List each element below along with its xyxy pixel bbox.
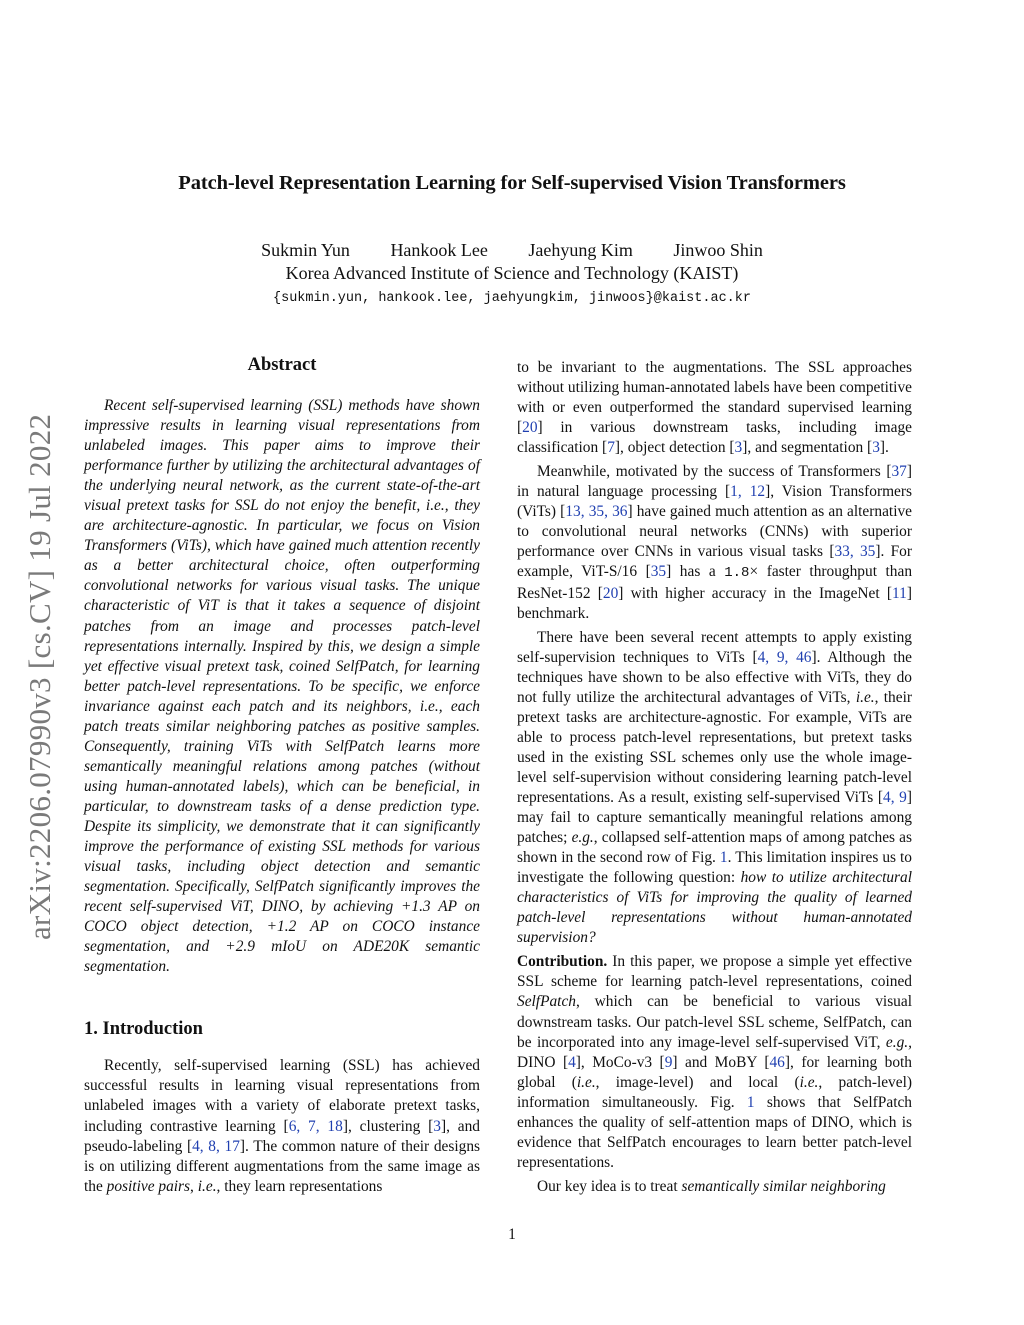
citation-link[interactable]: 6, 7, 18: [288, 1117, 343, 1135]
text-run: ] benchmark.: [517, 584, 912, 622]
emphasis: e.g.: [571, 829, 594, 847]
text-run: ], and pseudo-labeling [: [84, 1117, 481, 1155]
intro-paragraph-1-continued: [517, 358, 912, 458]
emphasis: i.e.: [799, 1073, 819, 1091]
left-column: [84, 355, 480, 1197]
citation-link[interactable]: 7: [607, 439, 615, 457]
emphasis: semantically similar neighboring: [681, 1177, 886, 1195]
text-run: ].: [879, 439, 889, 457]
citation-link[interactable]: 46: [769, 1053, 785, 1071]
text-run: , patch-level) information simultaneously. Fig.: [517, 1073, 912, 1111]
text-run: ,: [190, 1177, 198, 1195]
author-name: Hankook Lee: [390, 240, 488, 260]
citation-link[interactable]: 1, 12: [730, 483, 766, 501]
right-column: [517, 358, 912, 1197]
text-run: Our key idea is to treat: [537, 1177, 682, 1195]
citation-link[interactable]: 4: [568, 1053, 576, 1071]
run-in-heading: Contribution.: [517, 953, 608, 971]
text-run: ], Vision Transformers (ViTs) [: [517, 483, 912, 521]
text-run: ] with higher accuracy in the ImageNet [: [618, 584, 893, 602]
citation-link[interactable]: 20: [602, 584, 619, 602]
citation-link[interactable]: 9: [664, 1053, 673, 1071]
abstract-heading: Abstract: [247, 355, 317, 375]
text-run: , which can be beneficial to various visual downstream tasks. Our patch-level SSL scheme, SelfPatch, can be incorporated into any image-level self-supervised ViT,: [517, 993, 912, 1051]
citation-link[interactable]: 35: [650, 563, 667, 581]
citation-link[interactable]: 13, 35, 36: [565, 503, 628, 521]
text-run: ] has a: [666, 563, 725, 581]
author-emails[interactable]: {sukmin.yun, hankook.lee, jaehyungkim, jinwoos}@kaist.ac.kr: [273, 291, 751, 306]
citation-link[interactable]: 4, 9, 46: [757, 648, 812, 666]
text-run: ]. Although the techniques have shown to be also effective with ViTs, they do not fully utilize the architectural advantages of ViTs,: [517, 648, 912, 706]
text-run: Meanwhile, motivated by the success of Transformers [: [537, 463, 892, 481]
affiliation: Korea Advanced Institute of Science and Technology (KAIST): [285, 263, 739, 283]
emphasis: how to utilize architectural characteristics of ViTs for improving the quality of learned patch-level representations without human-annotated supervision?: [517, 869, 912, 947]
citation-link[interactable]: 37: [891, 463, 907, 481]
intro-paragraph-contribution: [517, 952, 912, 1173]
text-run: ] in natural language processing [: [517, 463, 912, 501]
text-run: shows that SelfPatch enhances the quality of self-attention maps of DINO, which is evidence that SelfPatch encourages to learn better patch-level representations.: [517, 1093, 913, 1171]
section-heading-introduction: 1. Introduction: [84, 1019, 203, 1040]
intro-paragraph-2: [517, 462, 912, 623]
arxiv-identifier[interactable]: arXiv:2206.07990v3 [cs.CV] 19 Jul 2022: [22, 413, 57, 940]
text-run: ], and segmentation [: [742, 439, 873, 457]
abstract-text: Recent self-supervised learning (SSL) methods have shown impressive results in learning visual representations from unlabeled images. This paper aims to improve their performance further by utilizing the architectural advantages of the underlying neural network, as the current state-of-the-art visual pretext tasks for SSL do not enjoy the benefit, i.e., they are architecture-agnostic. In particular, we focus on Vision Transformers (ViTs), which have gained much attention recently as a better architectural choice, often outperforming convolutional networks for various visual tasks. The unique characteristic of ViT is that it takes a sequence of disjoint patches from an image and processes patch-level representations internally. Inspired by this, we design a simple yet effective visual pretext task, coined SelfPatch, for learning better patch-level representations. To be specific, we enforce invariance against each patch and its neighbors, i.e., each patch treats similar neighboring patches as positive samples. Consequently, training ViTs with SelfPatch learns more semantically meaningful relations among patches (without using human-annotated labels), which can be beneficial, in particular, to downstream tasks of a dense prediction type. Despite its simplicity, we demonstrate that it can significantly improve the performance of existing SSL methods for various visual tasks, including object detection and semantic segmentation. Specifically, SelfPatch significantly improves the recent self-supervised ViT, DINO, by achieving +1.3 AP on COCO object detection, +1.2 AP on COCO instance segmentation, and +2.9 mIoU on ADE20K semantic segmentation.: [84, 397, 480, 976]
text-run: ], for learning both global (: [517, 1053, 912, 1091]
intro-paragraph-1: [84, 1056, 480, 1196]
emphasis: i.e.: [855, 688, 875, 706]
emphasis: SelfPatch: [517, 993, 576, 1011]
emphasis: i.e.: [197, 1177, 217, 1195]
citation-link[interactable]: 11: [892, 584, 907, 602]
text-run: ]. For example, ViT-S/16 [: [517, 543, 912, 581]
text-run: ] have gained much attention as an alternative to convolutional neural networks (CNNs) with superior performance over CNNs in various visual tasks [: [517, 503, 912, 561]
citation-link[interactable]: 20: [522, 419, 538, 437]
intro-paragraph-5: [517, 1177, 912, 1197]
figure-link[interactable]: 1: [746, 1093, 755, 1111]
text-run: . This limitation inspires us to investigate the following question:: [517, 849, 912, 887]
emphasis: i.e.: [576, 1073, 596, 1091]
text-run: ] may fail to capture semantically meaningful relations among patches;: [517, 788, 912, 847]
text-run: Recently, self-supervised learning (SSL) has achieved successful results in learning visual representations from unlabeled images with a variety of elaborate pretext tasks, including contrastive learning [: [84, 1057, 480, 1135]
citation-link[interactable]: 3: [872, 439, 880, 457]
text-run: × faster throughput than ResNet-152 [: [517, 563, 913, 602]
text-run: , collapsed self-attention maps of among patches as shown in the second row of Fig.: [517, 829, 912, 867]
text-run: DINO [: [517, 1053, 569, 1071]
author-name: Sukmin Yun: [261, 240, 350, 260]
citation-link[interactable]: 3: [433, 1117, 441, 1135]
text-run: ], object detection [: [614, 439, 735, 457]
emphasis: positive pairs: [106, 1177, 191, 1195]
text-run: , they learn representations: [216, 1177, 383, 1195]
citation-link[interactable]: 4, 8, 17: [192, 1137, 240, 1155]
emphasis: e.g.,: [885, 1033, 912, 1051]
text-run: ] and MoBY [: [672, 1053, 770, 1071]
figure-link[interactable]: 1: [719, 849, 728, 867]
citation-link[interactable]: 33, 35: [834, 543, 876, 561]
citation-link[interactable]: 3: [734, 439, 743, 457]
text-run: In this paper, we propose a simple yet effective SSL scheme for learning patch-level representations, coined: [517, 953, 912, 991]
page-number: 1: [508, 1226, 516, 1243]
author-list: [0, 240, 1024, 261]
text-run: ], clustering [: [342, 1117, 434, 1135]
text-run: There have been several recent attempts to apply existing self-supervision techniques to ViTs [: [517, 628, 912, 666]
paper-title: Patch-level Representation Learning for Self-supervised Vision Transformers: [178, 172, 846, 194]
citation-link[interactable]: 4, 9: [883, 788, 907, 806]
text-run: , image-level) and local (: [595, 1073, 800, 1091]
text-run: ], MoCo-v3 [: [575, 1053, 665, 1071]
text-run: ] in various downstream tasks, including image classification [: [517, 419, 912, 457]
math-value: 1.8: [724, 565, 750, 582]
text-run: , their pretext tasks are architecture-agnostic. For example, ViTs are able to process patch-level representations, but pretext tasks used in the existing SSL schemes only use the whole image-level self-supervision without considering learning patch-level representations. As a result, existing self-supervised ViTs [: [517, 688, 912, 806]
author-name: Jaehyung Kim: [528, 240, 633, 260]
intro-paragraph-3: [517, 628, 912, 949]
author-name: Jinwoo Shin: [673, 240, 763, 260]
text-run: ]. The common nature of their designs is on utilizing different augmentations from the same image as the: [84, 1137, 481, 1195]
text-run: to be invariant to the augmentations. The SSL approaches without utilizing human-annotated labels have been competitive with or even outperformed the standard supervised learning [: [517, 359, 912, 437]
